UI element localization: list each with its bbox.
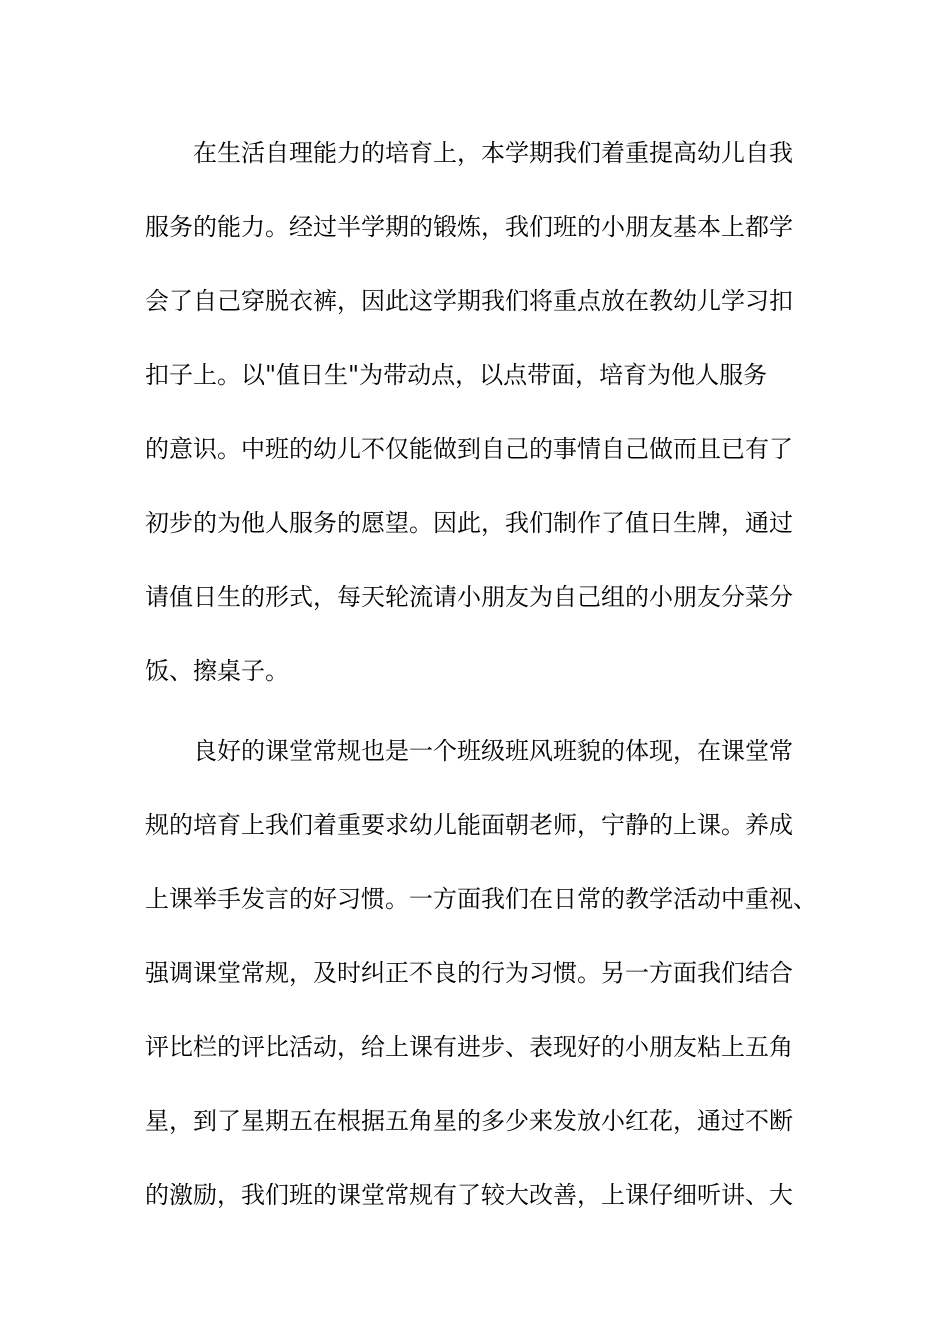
paragraph-1-line-1: 在生活自理能力的培育上，本学期我们着重提高幼儿自我 — [193, 139, 793, 167]
paragraph-1-line-2: 服务的能力。经过半学期的锻炼，我们班的小朋友基本上都学 — [145, 213, 793, 241]
paragraph-2-line-5: 评比栏的评比活动，给上课有进步、表现好的小朋友粘上五角 — [145, 1033, 793, 1061]
paragraph-2-line-4: 强调课堂常规，及时纠正不良的行为习惯。另一方面我们结合 — [145, 959, 793, 987]
paragraph-1-line-8: 饭、擦桌子。 — [145, 657, 289, 685]
paragraph-2-line-1: 良好的课堂常规也是一个班级班风班貌的体现，在课堂常 — [193, 737, 793, 765]
paragraph-1-line-7: 请值日生的形式，每天轮流请小朋友为自己组的小朋友分菜分 — [145, 583, 793, 611]
paragraph-2-line-3: 上课举手发言的好习惯。一方面我们在日常的教学活动中重视、 — [145, 885, 817, 913]
paragraph-1-line-4: 扣子上。以"值日生"为带动点，以点带面，培育为他人服务 — [145, 361, 768, 389]
paragraph-2-line-6: 星，到了星期五在根据五角星的多少来发放小红花，通过不断 — [145, 1107, 793, 1135]
paragraph-2-line-7: 的激励，我们班的课堂常规有了较大改善，上课仔细听讲、大 — [145, 1181, 793, 1209]
paragraph-1-line-6: 初步的为他人服务的愿望。因此，我们制作了值日生牌，通过 — [145, 509, 793, 537]
paragraph-1-line-5: 的意识。中班的幼儿不仅能做到自己的事情自己做而且已有了 — [145, 435, 793, 463]
paragraph-2-line-2: 规的培育上我们着重要求幼儿能面朝老师，宁静的上课。养成 — [145, 811, 793, 839]
paragraph-1-line-3: 会了自己穿脱衣裤，因此这学期我们将重点放在教幼儿学习扣 — [145, 287, 793, 315]
